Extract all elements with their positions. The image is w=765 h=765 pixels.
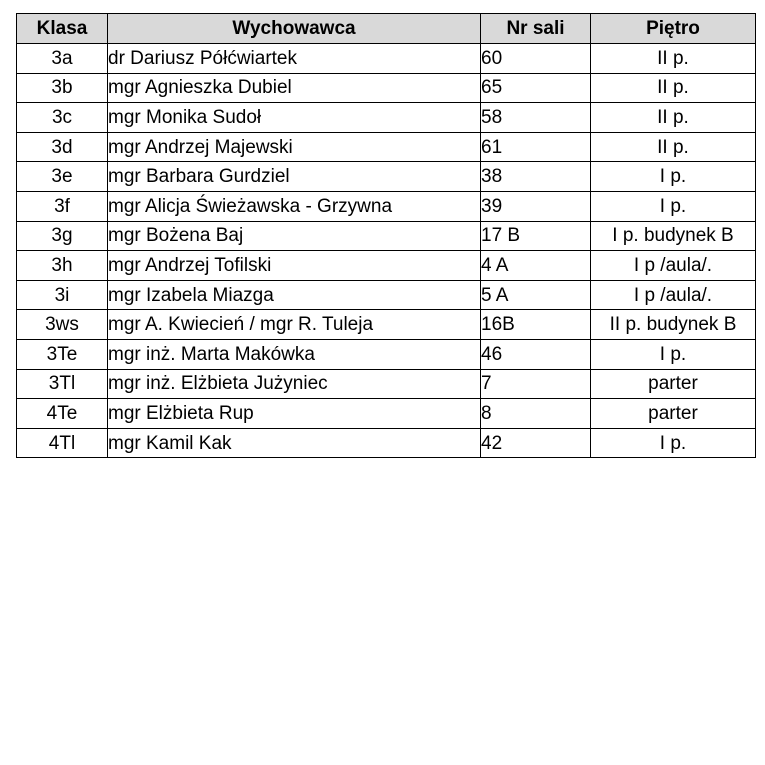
cell-nr-sali: 46 <box>481 339 591 369</box>
cell-wychowawca: mgr A. Kwiecień / mgr R. Tuleja <box>108 310 481 340</box>
cell-klasa: 3b <box>17 73 108 103</box>
table-row <box>17 103 756 133</box>
cell-nr-sali: 16B <box>481 310 591 340</box>
cell-wychowawca: mgr Elżbieta Rup <box>108 399 481 429</box>
table-row <box>17 73 756 103</box>
cell-wychowawca: mgr Monika Sudoł <box>108 103 481 133</box>
header-klasa: Klasa <box>17 14 108 44</box>
table-row <box>17 44 756 74</box>
header-wychowawca: Wychowawca <box>108 14 481 44</box>
cell-wychowawca: mgr Bożena Baj <box>108 221 481 251</box>
cell-klasa: 3e <box>17 162 108 192</box>
cell-wychowawca: mgr Izabela Miazga <box>108 280 481 310</box>
cell-wychowawca: mgr inż. Marta Makówka <box>108 339 481 369</box>
cell-pietro: II p. budynek B <box>591 310 756 340</box>
cell-nr-sali: 42 <box>481 428 591 458</box>
cell-pietro: I p. budynek B <box>591 221 756 251</box>
cell-nr-sali: 60 <box>481 44 591 74</box>
table-header <box>17 14 756 44</box>
table-row <box>17 428 756 458</box>
table-row <box>17 221 756 251</box>
cell-nr-sali: 5 A <box>481 280 591 310</box>
cell-pietro: parter <box>591 369 756 399</box>
cell-nr-sali: 38 <box>481 162 591 192</box>
cell-wychowawca: mgr inż. Elżbieta Jużyniec <box>108 369 481 399</box>
table-row <box>17 339 756 369</box>
cell-klasa: 3f <box>17 191 108 221</box>
cell-pietro: II p. <box>591 73 756 103</box>
cell-klasa: 3c <box>17 103 108 133</box>
cell-wychowawca: mgr Andrzej Tofilski <box>108 251 481 281</box>
cell-wychowawca: mgr Barbara Gurdziel <box>108 162 481 192</box>
cell-pietro: I p /aula/. <box>591 251 756 281</box>
cell-pietro: I p. <box>591 191 756 221</box>
cell-pietro: II p. <box>591 44 756 74</box>
cell-pietro: I p. <box>591 428 756 458</box>
header-row <box>17 14 756 44</box>
cell-klasa: 3i <box>17 280 108 310</box>
header-pietro: Piętro <box>591 14 756 44</box>
table-row <box>17 191 756 221</box>
cell-wychowawca: mgr Andrzej Majewski <box>108 132 481 162</box>
cell-klasa: 4Te <box>17 399 108 429</box>
header-nr-sali: Nr sali <box>481 14 591 44</box>
table-row <box>17 162 756 192</box>
cell-klasa: 3Tl <box>17 369 108 399</box>
table-row <box>17 369 756 399</box>
cell-nr-sali: 39 <box>481 191 591 221</box>
cell-nr-sali: 61 <box>481 132 591 162</box>
cell-nr-sali: 17 B <box>481 221 591 251</box>
table-body <box>17 44 756 458</box>
cell-wychowawca: dr Dariusz Półćwiartek <box>108 44 481 74</box>
cell-nr-sali: 58 <box>481 103 591 133</box>
cell-nr-sali: 8 <box>481 399 591 429</box>
cell-pietro: II p. <box>591 132 756 162</box>
cell-pietro: II p. <box>591 103 756 133</box>
cell-nr-sali: 7 <box>481 369 591 399</box>
cell-wychowawca: mgr Kamil Kak <box>108 428 481 458</box>
class-teacher-table <box>16 13 756 458</box>
cell-klasa: 3g <box>17 221 108 251</box>
cell-nr-sali: 4 A <box>481 251 591 281</box>
cell-klasa: 4Tl <box>17 428 108 458</box>
cell-pietro: I p. <box>591 339 756 369</box>
cell-klasa: 3d <box>17 132 108 162</box>
cell-nr-sali: 65 <box>481 73 591 103</box>
cell-pietro: I p /aula/. <box>591 280 756 310</box>
table-row <box>17 251 756 281</box>
table-row <box>17 132 756 162</box>
cell-pietro: parter <box>591 399 756 429</box>
table-row <box>17 310 756 340</box>
cell-klasa: 3h <box>17 251 108 281</box>
cell-pietro: I p. <box>591 162 756 192</box>
cell-klasa: 3ws <box>17 310 108 340</box>
cell-wychowawca: mgr Agnieszka Dubiel <box>108 73 481 103</box>
cell-klasa: 3a <box>17 44 108 74</box>
cell-wychowawca: mgr Alicja Świeżawska - Grzywna <box>108 191 481 221</box>
table-row <box>17 280 756 310</box>
table-row <box>17 399 756 429</box>
cell-klasa: 3Te <box>17 339 108 369</box>
